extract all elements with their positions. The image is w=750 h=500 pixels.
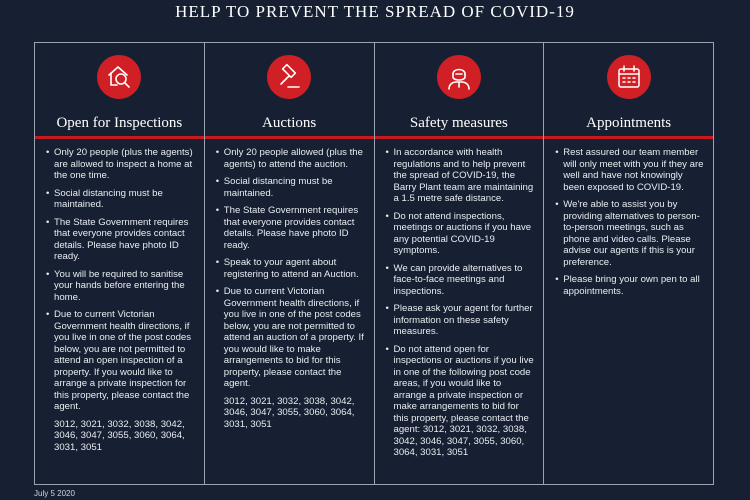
- gavel-icon: [267, 55, 311, 99]
- column-auctions: [204, 43, 374, 484]
- list-item: • In accordance with health regulations and to help prevent the spread of COVID-19, the Barry Plant team are maintaining a 1.5 metre safe distance.: [386, 147, 536, 205]
- column-heading: Auctions: [262, 115, 317, 131]
- postcode-list: 3012, 3021, 3032, 3038, 3042, 3046, 3047, 3055, 3060, 3064, 3031, 3051: [223, 395, 355, 430]
- bullet-list: [544, 139, 713, 297]
- list-item: • Please bring your own pen to all appointments.: [555, 274, 705, 297]
- list-item: • We're able to assist you by providing alternatives to person-to-person meetings, such as phone and video calls. Please advise our agents if this is your preference.: [555, 199, 705, 268]
- page-title: HELP TO PREVENT THE SPREAD OF COVID-19: [175, 2, 575, 21]
- list-item: • Due to current Victorian Government health directions, if you live in one of the post codes below, you are not permitted to attend an open inspection of a property. If you would like to arrange a private inspection for this property, please contact the agent.: [46, 309, 196, 413]
- column-header: [35, 43, 204, 139]
- list-item: • Please ask your agent for further information on these safety measures.: [386, 303, 536, 338]
- column-heading: Appointments: [586, 115, 672, 131]
- list-item: • You will be required to sanitise your hands before entering the home.: [46, 269, 196, 304]
- person-icon: [437, 55, 481, 99]
- bullet-list: [205, 139, 374, 390]
- column-header: [205, 43, 374, 139]
- column-header: [544, 43, 713, 139]
- postcode-list: 3012, 3021, 3032, 3038, 3042, 3046, 3047, 3055, 3060, 3064, 3031, 3051: [54, 418, 185, 453]
- list-item: • Do not attend inspections, meetings or auctions if you have any potential COVID-19 symptoms.: [386, 211, 536, 257]
- list-item: • Social distancing must be maintained.: [46, 188, 196, 211]
- column-appointments: [543, 43, 713, 484]
- house-magnifier-icon: [97, 55, 141, 99]
- column-heading: Open for Inspections: [56, 115, 183, 131]
- bullet-list: [375, 139, 544, 459]
- list-item: • The State Government requires that everyone provides contact details. Please have photo ID ready.: [46, 217, 196, 263]
- list-item: • Social distancing must be maintained.: [216, 176, 366, 199]
- list-item: • Rest assured our team member will only meet with you if they are well and have not knowingly been exposed to COVID-19.: [555, 147, 705, 193]
- column-heading: Safety measures: [409, 115, 508, 131]
- date-label: July 5 2020: [34, 489, 75, 498]
- list-item: • Do not attend open for inspections or auctions if you live in one of the following post code areas, if you would like to arrange a private inspection or make arrangements to bid for this property, please contact the agent: 3012, 3021, 3032, 3038, 3042, 3046, 3047, 3055, 3060, 3064, 3031, 3051: [386, 344, 536, 459]
- calendar-icon: [607, 55, 651, 99]
- info-panel: [34, 42, 714, 485]
- list-item: • Only 20 people (plus the agents) are allowed to inspect a home at the one time.: [46, 147, 196, 182]
- bullet-list: [35, 139, 204, 413]
- list-item: • The State Government requires that everyone provides contact details. Please have photo ID ready.: [216, 205, 366, 251]
- column-header: [375, 43, 544, 139]
- column-open-for-inspections: [35, 43, 204, 484]
- list-item: • Due to current Victorian Government health directions, if you live in one of the post codes below, you are not permitted to attend an auction of a property. If you would like to make arrangements to bid for this property, please contact the agent.: [216, 286, 366, 390]
- column-safety-measures: [374, 43, 544, 484]
- list-item: • Only 20 people allowed (plus the agents) to attend the auction.: [216, 147, 366, 170]
- list-item: • Speak to your agent about registering to attend an Auction.: [216, 257, 366, 280]
- list-item: • We can provide alternatives to face-to-face meetings and inspections.: [386, 263, 536, 298]
